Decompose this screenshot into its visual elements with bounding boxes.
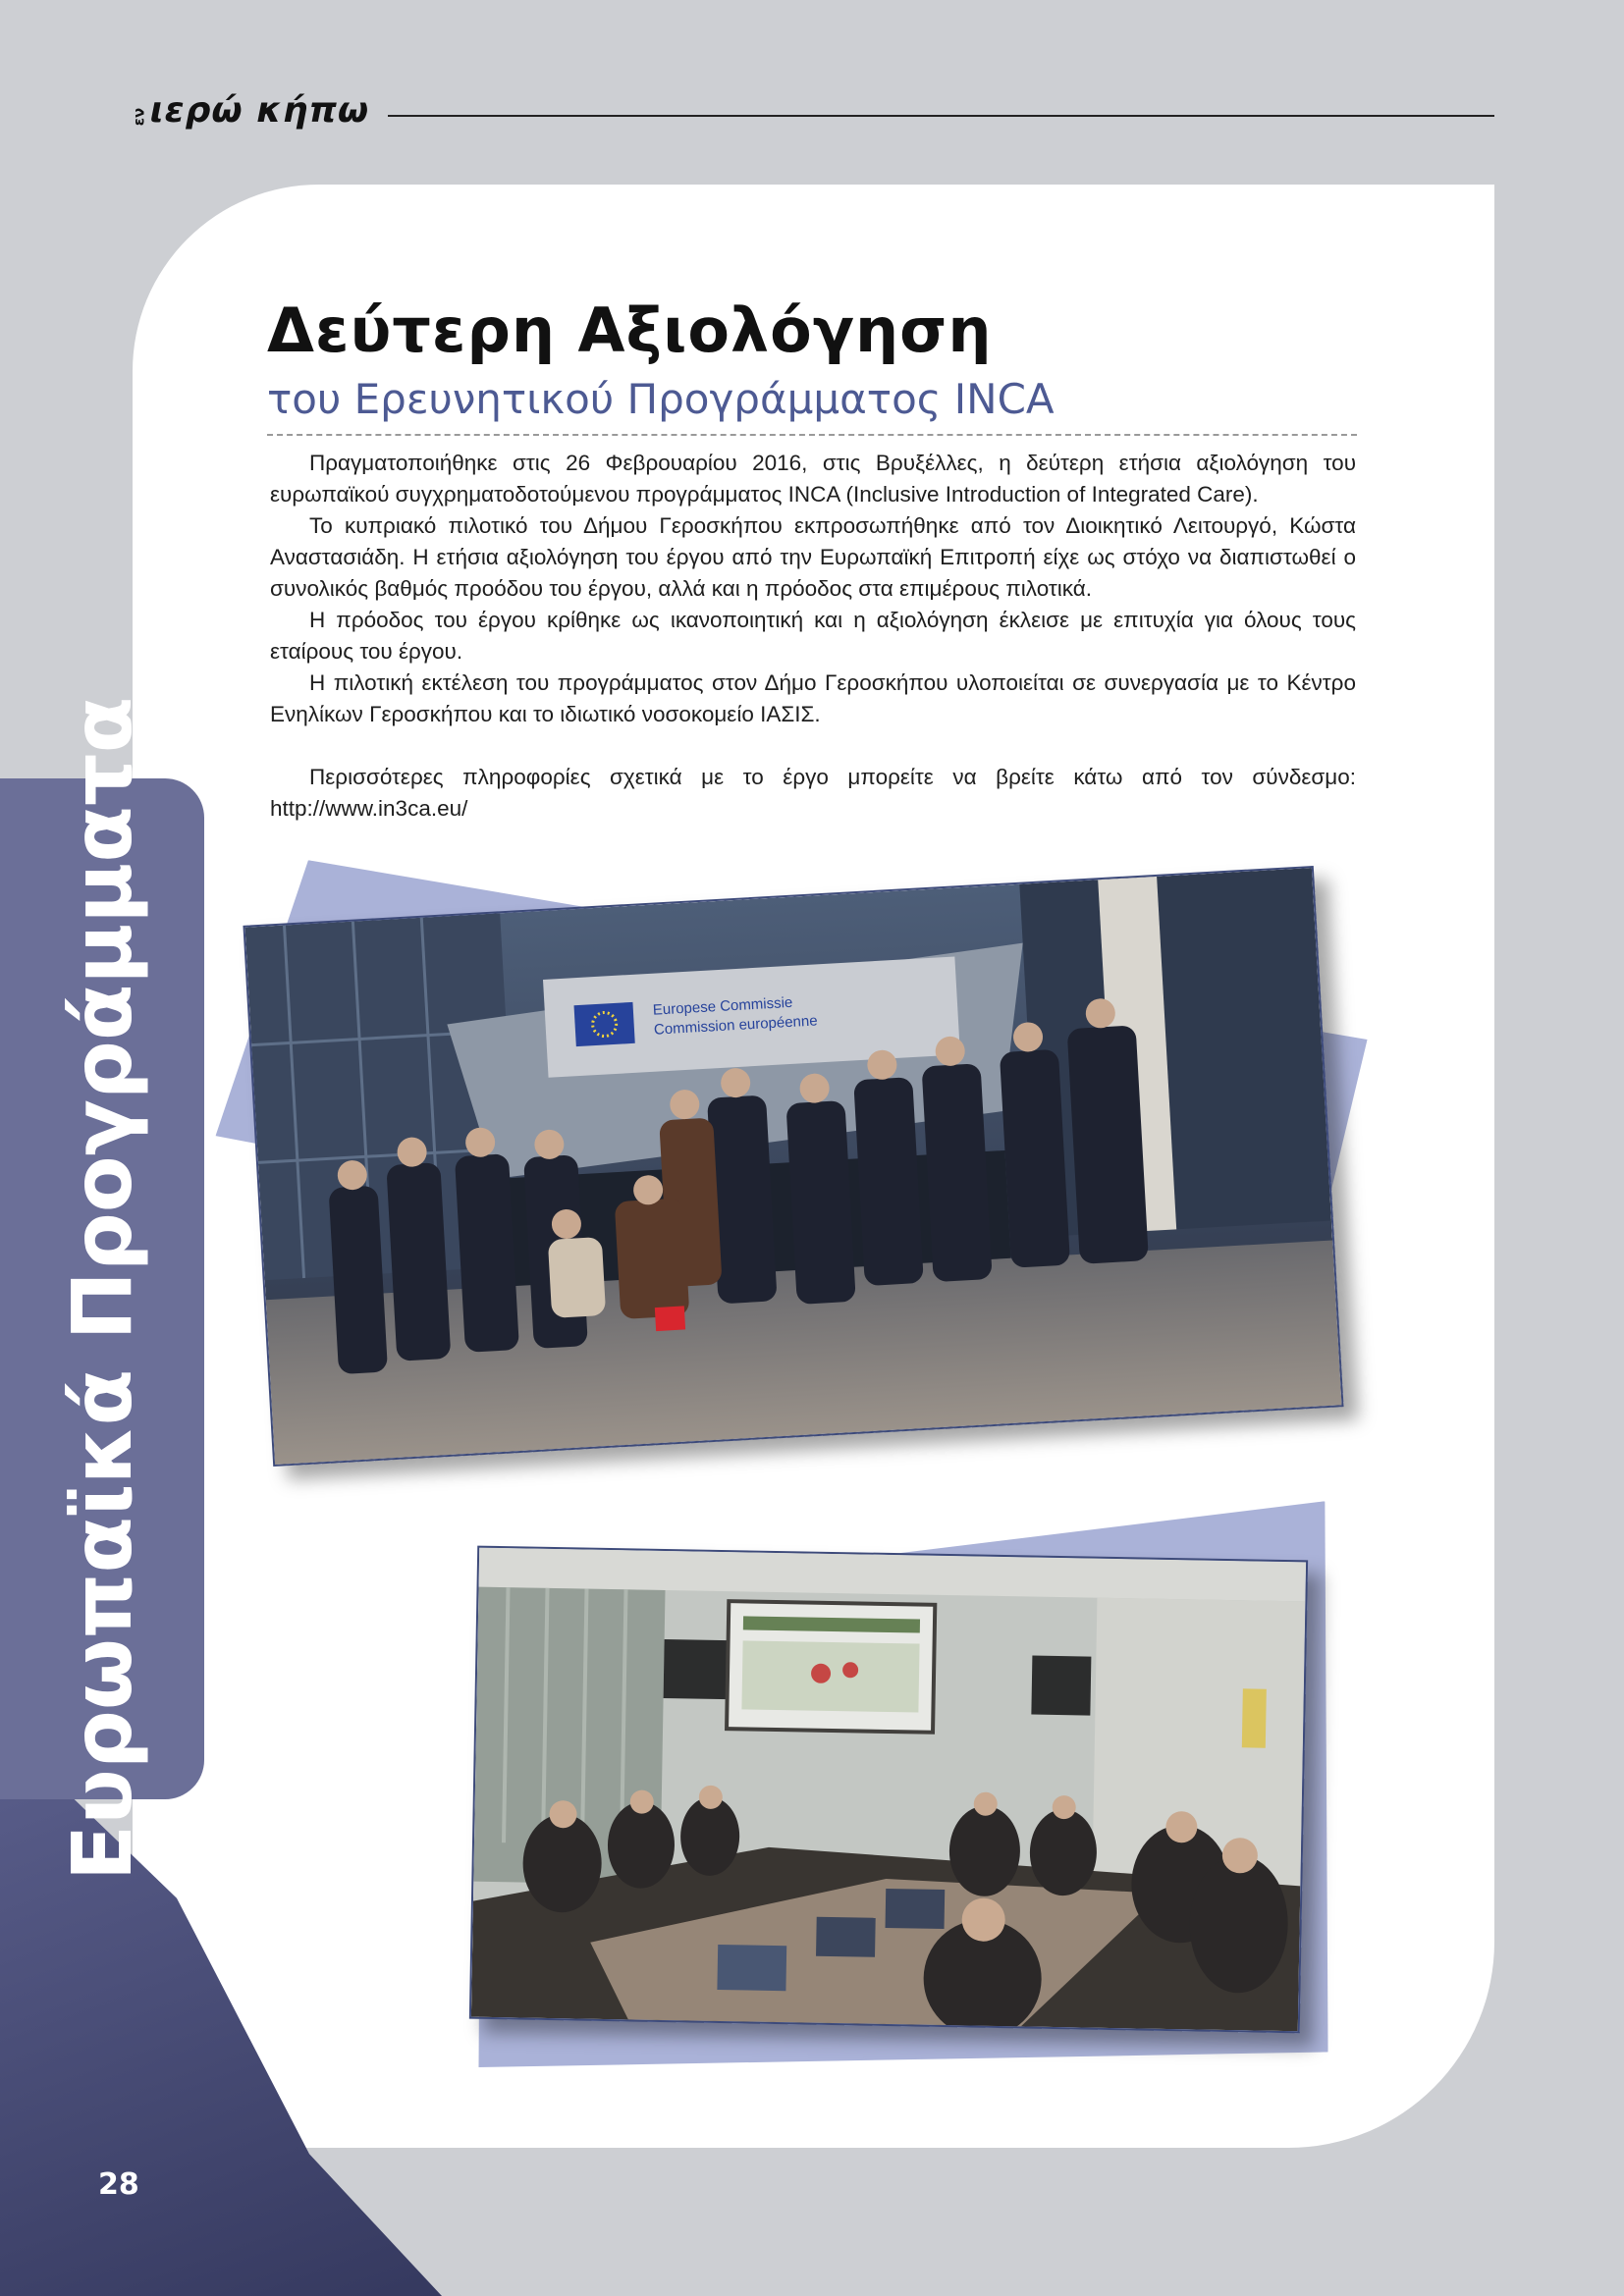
sign-line-2: Commission européenne <box>653 1012 819 1039</box>
paragraph: Πραγματοποιήθηκε στις 26 Φεβρουαρίου 2016, στις Βρυξέλλες, η δεύτερη ετήσια αξιολόγηση του ευρωπαϊκού συγχρηματοδοτούμενου προγράμματος INCA (Inclusive Introduction of Integrated Care). <box>270 451 1356 507</box>
meeting-photo <box>469 1546 1308 2034</box>
title-divider <box>267 434 1357 436</box>
article-title: Δεύτερη Αξιολόγηση <box>267 294 993 366</box>
masthead-prefix: εν <box>130 107 148 127</box>
section-label: Ευρωπαϊκά Προγράμματα <box>54 696 150 1882</box>
group-photo-image <box>245 868 1342 1465</box>
group-photo <box>243 866 1343 1467</box>
article-body <box>270 448 1356 825</box>
paragraph-link: Περισσότερες πληροφορίες σχετικά με το έργο μπορείτε να βρείτε κάτω από τον σύνδεσμο: http://www.in3ca.eu/ <box>270 765 1356 821</box>
sign-line-1: Europese Commissie <box>652 993 793 1019</box>
paragraph: Η πιλοτική εκτέλεση του προγράμματος στον Δήμο Γεροσκήπου υλοποιείται σε συνεργασία με το Κέντρο Ενηλίκων Γεροσκήπου και το ιδιωτικό νοσοκομείο ΙΑΣΙΣ. <box>270 670 1356 726</box>
meeting-photo-image <box>471 1548 1306 2032</box>
paragraph: Το κυπριακό πιλοτικό του Δήμου Γεροσκήπου εκπροσωπήθηκε από τον Διοικητικό Λειτουργό, Κώστα Αναστασιάδη. Η ετήσια αξιολόγηση του έργου από την Ευρωπαϊκή Επιτροπή είχε ως στόχο να διαπιστωθεί ο συνολικός βαθμός προόδου του έργου, αλλά και η πρόοδος στα επιμέρους πιλοτικά. <box>270 513 1356 601</box>
section-tab <box>0 696 204 1882</box>
article-subtitle: του Ερευνητικού Προγράμματος INCA <box>267 375 1055 423</box>
masthead <box>130 90 369 131</box>
masthead-title: ιερώ κήπω <box>149 90 370 131</box>
page-number: 28 <box>98 2167 139 2202</box>
header-rule <box>388 115 1494 117</box>
paragraph: Η πρόοδος του έργου κρίθηκε ως ικανοποιητική και η αξιολόγηση έκλεισε με επιτυχία για όλους τους εταίρους του έργου. <box>270 608 1356 664</box>
